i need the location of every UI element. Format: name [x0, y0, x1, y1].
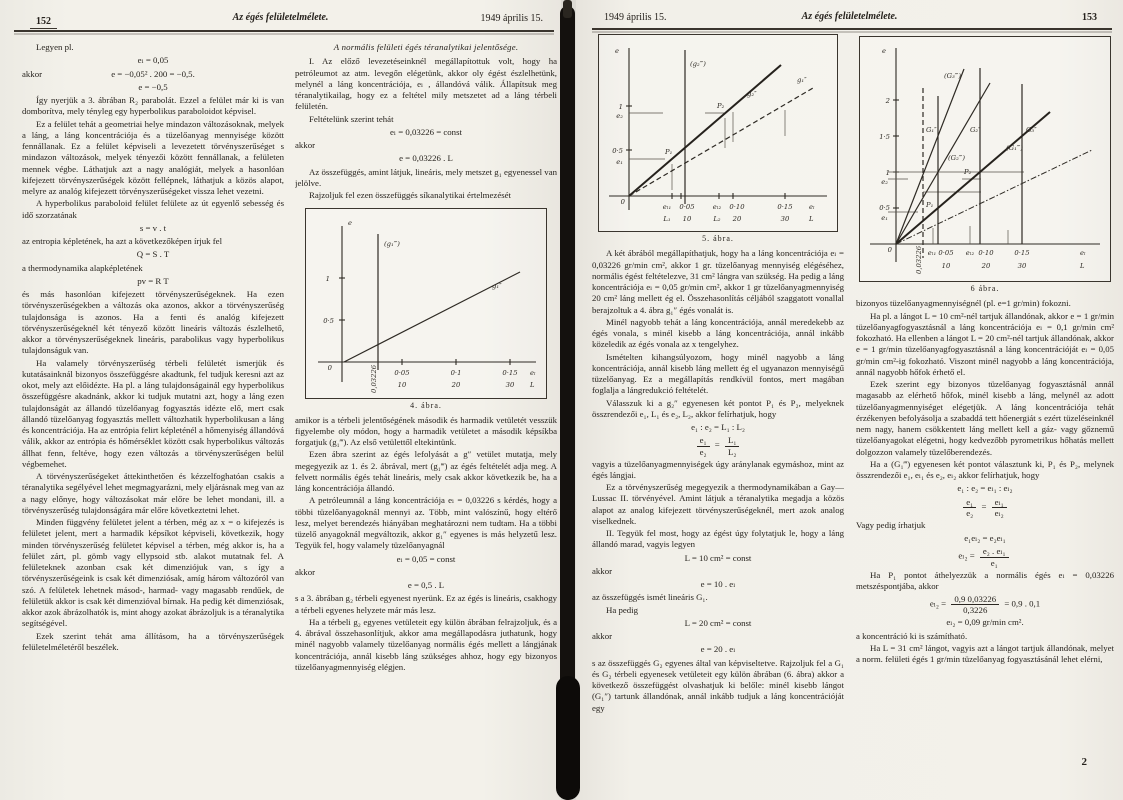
- x-tick-el2: eₗ₂: [712, 203, 722, 211]
- paragraph: Ez a törvényszerűség megegyezik a thermodynamikában a Gay—Lussac II. törvényével. Amint látjuk a téranalytika megadja a közös alapot az analog kifejezett törvényszerűségeknél, mert azok analog viselkednek.: [592, 482, 844, 526]
- formula: e₁ : e₂ = L₁ : L₂: [691, 422, 745, 433]
- footer-page-number: 2: [1081, 756, 1087, 768]
- x-tick-005: 0·05: [938, 249, 954, 257]
- formula: eₗ₂ = 0,09 gr/min cm².: [946, 617, 1024, 628]
- paragraph: Ha pl. a lángot L = 10 cm²-nél tartjuk állandónak, akkor e = 1 gr/min tüzelőanyagfogyasztásnál a láng koncentrációja eₗ = 0,1 gr/min cm² fokozható. Ha ellenben a lángot L = 20 cm²-nél tartjuk állandónak, akkor e = 1 gr/min tüzelőanyagfogyasztásnál a láng koncentrációját eₗ = 0,05 gr/min cm²-ig fokozható. Viszont minél nagyobb a láng koncentrációja, annál nagyobb hőfok érhető el.: [856, 310, 1114, 377]
- y-tick-2: 2: [885, 97, 890, 105]
- point-label-P1: P₁: [665, 148, 673, 156]
- paragraph: I. Az előző levezetéseinknél megállapítottuk volt, hogy ha petróleumot az atm. levegőn elégetünk, akkor oly égést észlelhetünk, melynél a láng koncentrációja, eₗ , állandóvá válik. Állapítsuk meg téranalytikailag, hogy ez a feltétel mily metszetet ad a láng térbeli felületén.: [295, 56, 557, 112]
- x-tick-L30: 30: [505, 381, 515, 390]
- y-tick-1: 1: [325, 275, 330, 284]
- x-tick-005: 0·05: [679, 203, 695, 211]
- formula: e₁eₗ₂ = e₂eₗ₁: [964, 533, 1006, 544]
- line-label-g2-triple: (g₂‴): [690, 60, 706, 68]
- figure-5-plot: [599, 38, 833, 228]
- point-label-P2: P₂: [717, 102, 725, 110]
- formula: e = −0,05² . 200 = −0,5.: [111, 68, 195, 79]
- line-label-g1-double: g₁″: [797, 76, 807, 84]
- y-axis-label: e: [614, 47, 619, 55]
- paragraph: Ez a felület tehát a geometriai helye mindazon változásoknak, melyek a láng, a láng koncentrációja és a tüzelőanyag mennyisége között fennállanak. Ez a felület képviseli a levezetett törvényszerűséget s mindazon változások, melyek tényezői között fennállanak, a felületen mennek végbe. Láthatjuk azt a nagy analógiát, melyek a hasonlóan kifejezett törvényszerűségek között fellépnek, láthatjuk a közös alapot, melyre az analóg kifejezett törvényszerűségeket vissza lehet vezetni.: [22, 118, 284, 196]
- x-tick-010: 0·10: [729, 203, 745, 211]
- paragraph: Ha pedig: [606, 604, 639, 615]
- text-column: [856, 32, 1114, 788]
- point-label-P2: P₂: [964, 168, 972, 176]
- equals-sign: =: [981, 501, 987, 512]
- paragraph: a thermodynamika alapképletének: [22, 262, 143, 273]
- text-column: [295, 42, 557, 790]
- x-tick-L10: 10: [397, 381, 407, 390]
- scan-artifact: [556, 676, 580, 800]
- formula-lead: eₗ₂ =: [958, 551, 975, 562]
- y-tick-05: 0·5: [612, 147, 623, 155]
- page-152: [0, 0, 561, 800]
- x-tick-el2: eₗ₂: [965, 249, 975, 257]
- paragraph: amikor is a térbeli jelentőségének második és harmadik vetületét vesszük figyelembe oly módon, hogy a harmadik vetületet a második képsíkba forgatjuk (g₁‴). Az első vetülettől eltekintünk.: [295, 414, 557, 448]
- x-tick-el1: eₗ₁: [927, 249, 937, 257]
- formula-fraction: [856, 497, 1114, 518]
- x-tick-L20: 20: [732, 215, 742, 223]
- x-tick-015: 0·15: [502, 369, 518, 378]
- x-tick-L1: L₁: [663, 215, 671, 223]
- issue-date: 1949 április 15.: [604, 12, 667, 23]
- header-rule: [592, 28, 1112, 30]
- y-axis-label: e: [348, 219, 353, 228]
- fraction-denominator: e₂: [699, 446, 707, 457]
- formula: L = 10 cm² = const: [684, 552, 752, 563]
- line-label-g1-triple: (g₁‴): [384, 240, 400, 249]
- text-column: [22, 42, 284, 790]
- paragraph: Válasszuk ki a g₂″ egyenesen két pontot P₁ és P₂, melyeknek összrendezői e₁, L₁ és e₂, L₂, akkor felírhatjuk, hogy: [592, 397, 844, 419]
- paragraph: bizonyos tüzelőanyagmennyiségnél (pl. e=1 gr/min) fokozni.: [856, 298, 1071, 309]
- formula-line: [22, 69, 284, 80]
- figure-6: [859, 36, 1111, 282]
- y-tick-05: 0·5: [879, 204, 890, 212]
- origin-label: 0: [620, 198, 625, 206]
- fraction-denominator: 0,3226: [963, 605, 988, 616]
- fraction-denominator: eₗ₂: [994, 507, 1004, 518]
- x-axis-label-L: L: [530, 381, 535, 390]
- formula-lead: eₗ₂ =: [929, 598, 947, 609]
- paragraph: A törvényszerűségeket áttekinthetően és kézzelfoghatóan csakis a téranalytika segélyével lehet megmagyarázni, mely eljárásnak meg van az a nagy előnye, hogy változásokat már előre be lehet mondani, ill. a törvényszerűség tulajdonságára már előre következtetni lehet.: [22, 471, 284, 515]
- paragraph: Vagy pedig írhatjuk: [856, 519, 926, 530]
- x-tick-L30: 30: [780, 215, 790, 223]
- x-tick-015: 0·15: [777, 203, 793, 211]
- origin-label: 0: [887, 246, 892, 254]
- paragraph: II. Tegyük fel most, hogy az égést úgy folytatjuk le, hogy a láng állandó marad, vagyis legyen: [592, 528, 844, 550]
- fraction-numerator: 0,9 0,03226: [951, 594, 999, 605]
- page-153: [576, 0, 1123, 800]
- figure-4: [305, 208, 547, 398]
- page-number: 153: [1082, 12, 1097, 23]
- paragraph: Ezek szerint egy bizonyos tüzelőanyag fogyasztásnál annál magasabb az elérhető hőfok, minél kisebb a láng, melynél az adott tüzelőanyagmennyiséget elégetjük. A láng koncentrációja tehát érzékenyen befolyásolja a szabaddá tett hőenergiát s ezért tüzeléseinknél nem nagy, hanem csökkentett láng mellett kell a gáz- vagy gőznemű tüzelőanyagokat elégetni, hogy kedvezőbb pyrometrikus hőhatás mellett dolgozzon valamely tüzelőberendezés.: [856, 379, 1114, 457]
- x-tick-01: 0·1: [450, 369, 462, 378]
- formula: e = 0,5 . L: [407, 580, 445, 591]
- paragraph: A két ábrából megállapíthatjuk, hogy ha a láng koncentrációja eₗ = 0,03226 gr/min cm², akkor 1 gr. tüzelőanyag mennyiség elégéséhez, normális égést feltételezve, 31 cm² lángra van szükség. Ha pedig a láng koncentrációja eₗ = 0,05 gr/min cm², akkor 1 gr tüzelőanyagmennyiség 20 cm² láng mellett ég el. Összehasonlítás céljából szaggatott vonallal berajzoltuk a 4. ábra g₁″ égés vonalát is.: [592, 248, 844, 315]
- x-tick-L30: 30: [1017, 262, 1027, 270]
- scan-artifact: [563, 0, 572, 18]
- x-tick-el1: eₗ₁: [662, 203, 672, 211]
- x-axis-label-el: eₗ: [809, 203, 815, 211]
- paragraph: az összefüggés ismét lineáris G₁.: [592, 592, 708, 603]
- paragraph: és más hasonlóan kifejezett törvényszerűségeknek. Ha ezen törvényszerűségekben a változás oka azonos, akkor a törvényszerűség tulajdonsága is azonos. Ha a fenti és analóg kifejezett törvényszerűségeknél két tényező között lineáris változás észlelhető, akkor a törvényszerűségeknek lineáris, parabolikus vagy hyperbolikus tulajdonságuk van.: [22, 289, 284, 356]
- fraction-numerator: e₂ . eₗ₁: [980, 546, 1009, 557]
- y-tick-15: 1·5: [879, 133, 890, 141]
- formula: s = v . t: [139, 222, 167, 233]
- fraction-numerator: e₁: [697, 435, 710, 446]
- formula: e = −0,5: [138, 81, 168, 92]
- y-tick-05: 0·5: [323, 317, 334, 326]
- akkor-label: akkor: [592, 565, 613, 576]
- x-tick-L20: 20: [451, 381, 461, 390]
- fraction-numerator: eₗ₁: [992, 497, 1007, 508]
- x-tick-L2: L₂: [713, 215, 721, 223]
- fraction-numerator: e₁: [963, 497, 976, 508]
- running-title: Az égés felületelmélete.: [801, 11, 898, 22]
- page-number: 152: [30, 16, 57, 29]
- line-label-g1-double: g₁″: [492, 282, 502, 291]
- paragraph: az entropia képletének, ha azt a következőképen írjuk fel: [22, 236, 223, 246]
- paragraph: Ezek szerint tehát ama állításom, ha a törvényszerűségek felületelméletéről beszélek.: [22, 630, 284, 652]
- formula: e = 20 . eₗ: [700, 644, 736, 655]
- paragraph: Minél nagyobb tehát a láng koncentrációja, annál meredekebb az égés vonala, s minél kisebb a láng koncentrációja, annál inkább közeledik az égés vonala az x tengelyhez.: [592, 316, 844, 350]
- paragraph: Az összefüggés, amint látjuk, lineáris, mely metszet g₁ egyenessel van jelölve.: [295, 166, 557, 188]
- line-label-G1-triple: (G₁‴): [1006, 144, 1023, 152]
- figure-caption: 6 ábra.: [970, 284, 1000, 294]
- running-title: Az égés felületelmélete.: [232, 12, 329, 23]
- formula-tail: = 0,9 . 0,1: [1004, 598, 1041, 609]
- origin-label: 0: [327, 364, 332, 373]
- paragraph: a koncentráció ki is számítható.: [856, 630, 968, 641]
- paragraph: A petróleumnál a láng koncentrációja eₗ = 0,03226 s kérdés, hogy a többi tüzelőanyagoknál mennyi az. Több, mint valószínű, hogy eltérő lesz, melyet berendezés hiányában meghatározni nem tudtam. Ha a többi tüzelő anyagoknál megváltozik, akkor g₁″ egyenes is más helyzetű lesz. Tegyük fel, hogy valamely tüzelőanyagnál: [295, 495, 557, 551]
- y-tick-e2: e₂: [881, 178, 888, 186]
- line-label-G2-double: G₂″: [970, 126, 981, 134]
- formula: eₗ = 0,05: [137, 55, 169, 66]
- x-tick-L20: 20: [981, 262, 991, 270]
- point-label-P1: P₁: [926, 201, 934, 209]
- formula-fraction: [856, 546, 1114, 567]
- y-tick-1: 1: [618, 103, 623, 111]
- paragraph: Minden függvény felületet jelent a térben, még az x = o kifejezés is felületet jelent, mert a harmadik képsíkot képviseli, következik, hogy minden törvényszerűség felületet képvisel a térben, még akkor is, ha a felület zárt, pl. gömb vagy ellypsoid stb. alakot mutatnak fel. A felületeknek azonban csak két dimenziójuk van, s így a törvényszerűségeink is csak két dimenziósak, amíg három változóról van szó. A felületek lehetnek másod-, harmad- vagy magasabb rendűek, de felületük akkor is csak két dimenzióval bírnak. Ha pedig két dimenziósak, akkor azok ábrázolhatók is, mint ahogy azokat ábrázoljuk is a téranalytika segítségével.: [22, 517, 284, 629]
- fraction-denominator: L₂: [727, 446, 737, 457]
- line-label-G1-double: G₁″: [926, 126, 937, 134]
- line-label-G3-triple: (G₃‴): [944, 72, 961, 80]
- formula: pv = R T: [137, 275, 169, 286]
- akkor-label: akkor: [592, 631, 613, 642]
- x-tick-010: 0·10: [978, 249, 994, 257]
- formula: Q = S . T: [136, 249, 170, 260]
- paragraph: Ha P₁ pontot áthelyezzük a normális égés eₗ = 0,03226 metszéspontjába, akkor: [856, 569, 1114, 591]
- formula-fraction: [592, 435, 844, 456]
- header-rule: [14, 30, 554, 32]
- figure-6-plot: [860, 40, 1106, 278]
- fraction-numerator: L₁: [725, 435, 739, 446]
- figure-caption: 4. ábra.: [410, 400, 442, 410]
- formula: eₗ = 0,05 = const: [396, 553, 456, 564]
- akkor-label: akkor: [22, 68, 43, 79]
- section-heading: A normális felületi égés téranalytikai jelentősége.: [333, 42, 519, 52]
- line-label-g2-double: g₂″: [747, 90, 757, 98]
- issue-date: 1949 április 15.: [480, 13, 543, 24]
- equals-sign: =: [714, 440, 720, 451]
- fraction-denominator: e₁: [990, 557, 998, 568]
- formula: e₁ : e₂ = eₗ₁ : eₗ₂: [957, 483, 1013, 494]
- paragraph: Ha a térbeli g₂ egyenes vetületeit egy külön ábrában felrajzoljuk, és a 4. ábrával összehasonlítjuk, akkor ama megállapodásra juthatunk, hogy minél nagyobb valamely tüzelőanyag normális égés mellett a lángjának koncentrációja, annál kisebb láng szükséges ahhoz, hogy egy bizonyos tüzelőanyagmennyiség elégjen.: [295, 616, 557, 672]
- paragraph: vagyis a tüzelőanyagmennyiségek úgy aránylanak egymáshoz, mint az égés lángjai.: [592, 458, 844, 480]
- x-tick-L10: 10: [941, 262, 951, 270]
- x-tick-015: 0·15: [1014, 249, 1030, 257]
- y-tick-e2: e₂: [616, 112, 623, 120]
- line-label-G3-double: G₃″: [1026, 126, 1037, 134]
- figure-4-plot: [306, 212, 544, 394]
- formula-fraction: [856, 594, 1114, 615]
- x-label-003226: 0,03226: [370, 365, 378, 394]
- paragraph: Ezen ábra szerint az égés lefolyását a g″ vetület mutatja, mely megegyezik az 1. és 2. ábrával, mert (g₁‴) az égés feltételét adja meg. A felvett normális égés tehát lineáris, mely csak akkor következik be, ha a láng koncentrációja állandó.: [295, 449, 557, 494]
- fraction-denominator: e₂: [966, 507, 974, 518]
- x-axis-label-L: L: [1080, 262, 1085, 270]
- akkor-label: akkor: [295, 140, 316, 150]
- formula: L = 20 cm² = const: [684, 617, 752, 628]
- line-label-G2-triple: (G₂‴): [948, 154, 965, 162]
- y-axis-label: e: [881, 47, 886, 55]
- x-axis-label-el: eₗ: [530, 369, 536, 378]
- paragraph: Ha a (G₁‴) egyenesen két pontot választunk ki, P₁ és P₂, melynek összrendezői e₁, eₗ₁ és e₂, eₗ₂ akkor felírhatjuk, hogy: [856, 458, 1114, 481]
- formula: e = 0,03226 . L: [399, 153, 453, 164]
- paragraph: A hyperbolikus paraboloid felület felülete az út egyenlő sebesség és idő szorzatának: [22, 198, 284, 220]
- figure-5: [598, 34, 838, 232]
- y-tick-e1: e₁: [616, 158, 623, 166]
- paragraph: Rajzoljuk fel ezen összefüggés síkanalytikai értelmezését: [309, 190, 512, 200]
- paragraph: Feltételünk szerint tehát: [309, 113, 394, 124]
- x-label-003226: 0,03226: [915, 245, 923, 274]
- x-axis-label-el: eₗ: [1080, 249, 1086, 257]
- paragraph: Ismételten kihangsúlyozom, hogy minél nagyobb a láng koncentrációja, annál kisebb láng mellett ég el ugyanazon mennyiségű tüzelőanyag. Ez a megállapítás rendkívül fontos, mert magában foglalja a lángredukció feltételét.: [592, 351, 844, 396]
- x-axis-label-L: L: [809, 215, 814, 223]
- formula: eₗ = 0,03226 = const: [390, 126, 462, 137]
- paragraph: Ha valamely törvényszerűség térbeli felületét ismerjük és kutatásainknál bizonyos összefüggésre akadtunk, fel tudjuk keresni azt az okot, mely azt előidézte. Ha pl. a láng tulajdonságainál egy hyperbolikus összefüggésre akadnánk, akkor ki tudjuk mutatni azt, hogy a láng ezen tulajdonságát az állandó tüzelőanyag fogyasztás idézte elő, mert csak állandó tüzelőanyag fogyasztás mellett változhatik hyperbolikusan a láng és koncentrációja. Ha az entrópia felirt képleténél a hőmenyiség állandóvá válik, akkor az entrópia és hőmérséklet között csak hyperbolikus változás állhat fenn, feltéve, hogy ezen változás a törvényszerűségen belül végbemehet.: [22, 357, 284, 469]
- paragraph: s az összefüggés G₂ egyenes által van képviseltetve. Rajzoljuk fel a G₁ és G₂ térbeli egyenesek vetületeit egy külön ábrában (6. ábra) akkor a következő összefüggést olvashatjuk ki belőle: minél kisebb lángot (G₁″) tartunk állandónak, annál inkább tudjuk a láng koncentrációját egy: [592, 657, 844, 713]
- figure-caption: 5. ábra.: [702, 234, 734, 244]
- text-column: [592, 32, 844, 788]
- paragraph: s a 3. ábrában g₂ térbeli egyenest nyerünk. Ez az égés is lineáris, csakhogy a térbeli egyenes helyzete már más lesz.: [295, 593, 557, 615]
- y-tick-e1: e₁: [881, 214, 888, 222]
- y-tick-1: 1: [885, 169, 890, 177]
- paragraph: Ha L = 31 cm² lángot, vagyis azt a lángot tartjuk állandónak, melyet a norm. felületi égés 1 gr/min tüzelőanyag fogyasztásánál lehet elérni,: [856, 642, 1114, 665]
- paragraph: Legyen pl.: [36, 42, 74, 52]
- paragraph: Így nyerjük a 3. ábrában R₂ parabolát. Ezzel a felület már ki is van domborítva, mely tényleg egy hyperbolikus paraboloidot képvisel.: [22, 95, 284, 117]
- formula: e = 10 . eₗ: [700, 579, 736, 590]
- x-tick-005: 0·05: [394, 369, 410, 378]
- akkor-label: akkor: [295, 566, 316, 577]
- x-tick-L10: 10: [682, 215, 692, 223]
